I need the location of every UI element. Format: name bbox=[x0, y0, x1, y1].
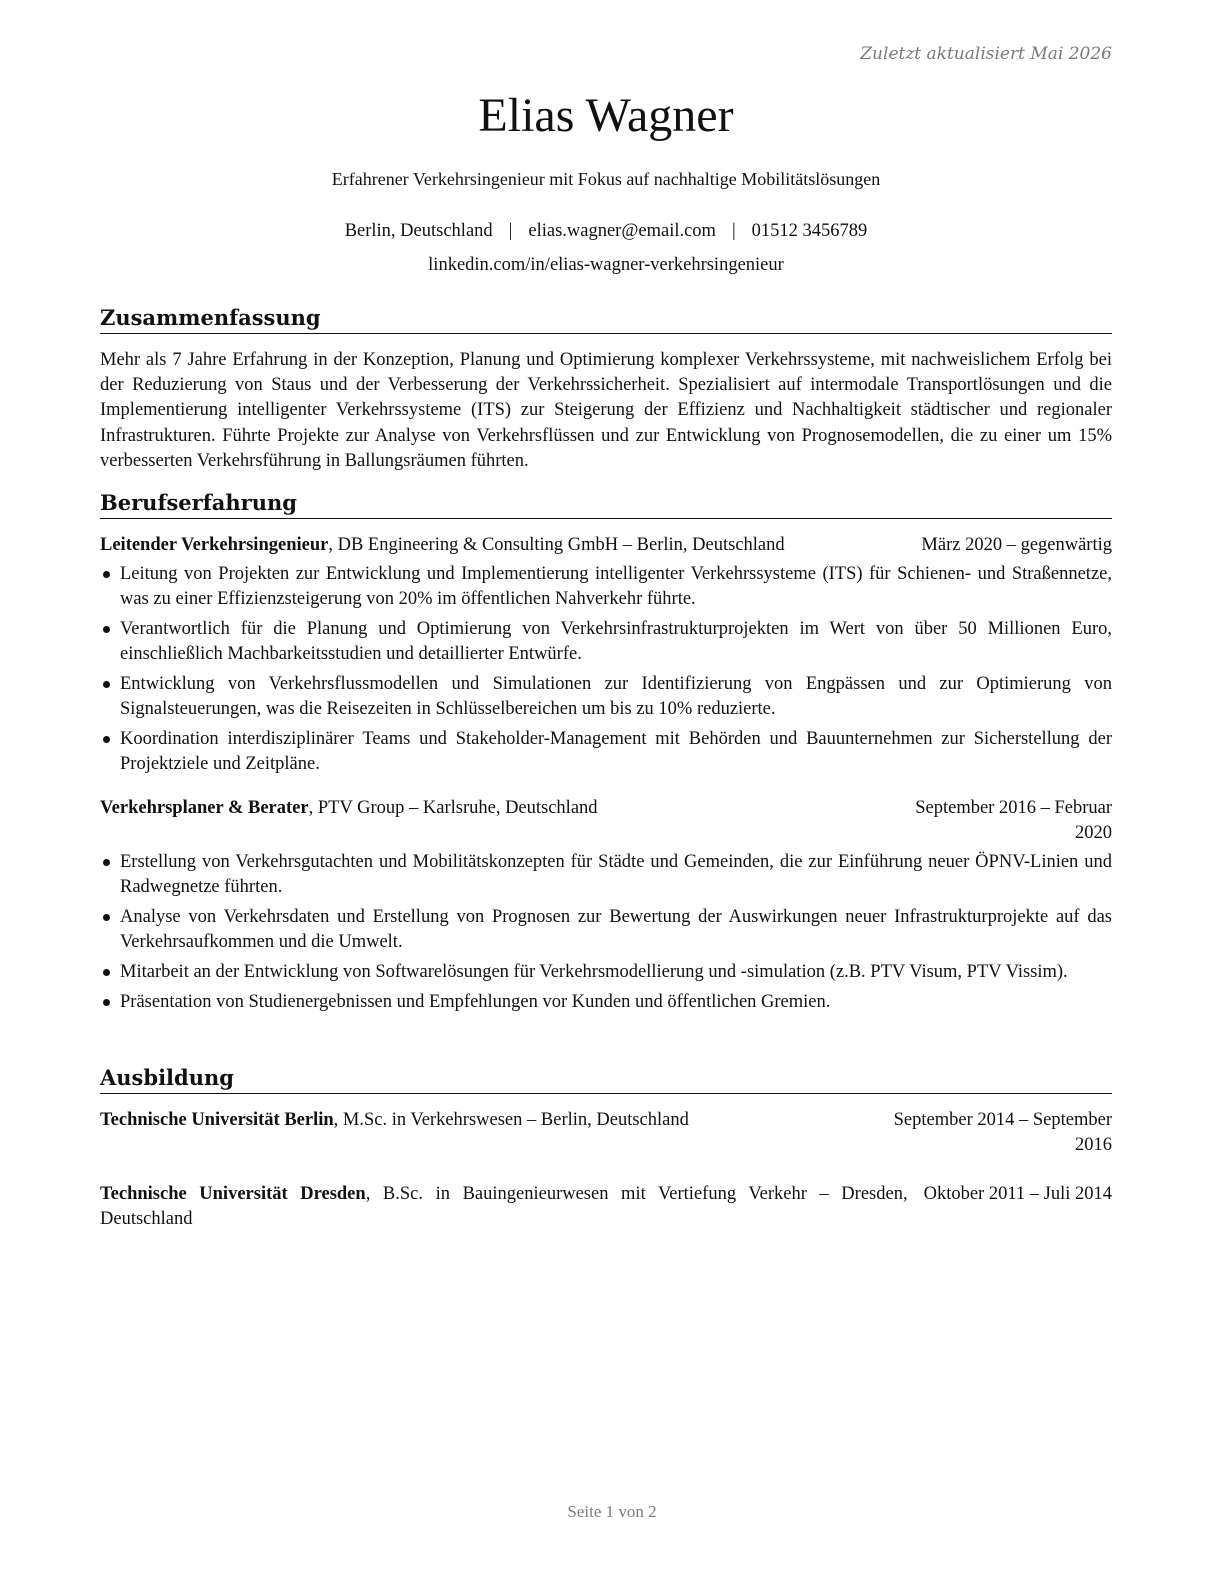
page-footer: Seite 1 von 2 bbox=[567, 1502, 657, 1521]
job-title-company bbox=[100, 796, 860, 821]
contact-line bbox=[100, 218, 1112, 244]
section-title-education: Ausbildung bbox=[100, 1064, 1112, 1094]
job-company: , PTV Group – Karlsruhe, Deutschland bbox=[308, 798, 598, 818]
experience-section bbox=[100, 489, 1112, 1020]
last-updated: Zuletzt aktualisiert Mai 2026 bbox=[860, 44, 1112, 64]
contact-phone: 01512 3456789 bbox=[751, 221, 868, 241]
bullet-icon bbox=[103, 999, 110, 1006]
job-bullet: Leitung von Projekten zur Entwicklung und Implementierung intelligenter Verkehrssysteme (ITS) für Schienen- und Straßennetze, was zu einer Effizienzsteigerung von 20% im öffentlichen Nahverkehr führte. bbox=[100, 562, 1112, 612]
job-bullet: Entwicklung von Verkehrsflussmodellen und Simulationen zur Identifizierung von Engpässen und zur Optimierung von Signalsteuerungen, was die Reisezeiten in Schlüsselbereichen um bis zu 10% reduzierte. bbox=[100, 672, 1112, 722]
tagline: Erfahrener Verkehrsingenieur mit Fokus auf nachhaltige Mobilitätslösungen bbox=[331, 169, 881, 189]
contact-linkedin[interactable]: linkedin.com/in/elias-wagner-verkehrsingenieur bbox=[428, 255, 784, 275]
job-company: , DB Engineering & Consulting GmbH – Berlin, Deutschland bbox=[328, 535, 785, 555]
contact-linkedin-line bbox=[100, 252, 1112, 278]
job-entry bbox=[100, 796, 1112, 1015]
bullet-icon bbox=[103, 914, 110, 921]
job-bullets bbox=[100, 562, 1112, 777]
summary-section bbox=[100, 304, 1112, 474]
education-degree: , B.Sc. in Bauingenieurwesen mit Vertiefung Verkehr – Dresden, Deutschland bbox=[100, 1184, 908, 1229]
education-school: Technische Universität Berlin bbox=[100, 1110, 334, 1130]
job-dates: März 2020 – gegenwärtig bbox=[921, 535, 1112, 555]
job-entry bbox=[100, 533, 1112, 777]
job-bullet: Erstellung von Verkehrsgutachten und Mobilitätskonzepten für Städte und Gemeinden, die zur Einführung neuer ÖPNV-Linien und Radwegnetze führten. bbox=[100, 850, 1112, 900]
section-title-summary: Zusammenfassung bbox=[100, 304, 1112, 334]
education-dates: Oktober 2011 – Juli 2014 bbox=[923, 1184, 1112, 1204]
job-header bbox=[100, 796, 1112, 846]
bullet-icon bbox=[103, 736, 110, 743]
education-degree: , M.Sc. in Verkehrswesen – Berlin, Deutschland bbox=[333, 1110, 689, 1130]
job-role: Leitender Verkehrsingenieur bbox=[100, 535, 329, 555]
education-section bbox=[100, 1064, 1112, 1232]
contact-location: Berlin, Deutschland bbox=[344, 221, 493, 241]
job-header bbox=[100, 533, 1112, 558]
bullet-icon bbox=[103, 859, 110, 866]
bullet-icon bbox=[103, 571, 110, 578]
contact-separator: | bbox=[731, 221, 736, 241]
bullet-icon bbox=[103, 969, 110, 976]
bullet-icon bbox=[103, 681, 110, 688]
job-dates: September 2016 – Februar 2020 bbox=[915, 798, 1112, 843]
job-bullet: Präsentation von Studienergebnissen und Empfehlungen vor Kunden und öffentlichen Gremien. bbox=[100, 990, 1112, 1015]
job-bullet: Analyse von Verkehrsdaten und Erstellung von Prognosen zur Bewertung der Auswirkungen neuer Infrastrukturprojekte auf das Verkehrsaufkommen und die Umwelt. bbox=[100, 905, 1112, 955]
job-bullet: Verantwortlich für die Planung und Optimierung von Verkehrsinfrastrukturprojekten im Wert von über 50 Millionen Euro, einschließlich Machbarkeitsstudien und detaillierter Entwürfe. bbox=[100, 617, 1112, 667]
summary-text: Mehr als 7 Jahre Erfahrung in der Konzeption, Planung und Optimierung komplexer Verkehrssysteme, mit nachweislichem Erfolg bei der Reduzierung von Staus und der Verbesserung der Verkehrssicherheit. Spezialisiert auf intermodale Transportlösungen und die Implementierung intelligenter Verkehrssysteme (ITS) zur Steigerung der Effizienz und Nachhaltigkeit städtischer und regionaler Infrastrukturen. Führte Projekte zur Analyse von Verkehrsflüssen und zur Entwicklung von Prognosemodellen, die zu einer um 15% verbesserten Verkehrsführung in Ballungsräumen führten. bbox=[100, 350, 1112, 471]
education-entry bbox=[100, 1108, 1112, 1158]
education-school: Technische Universität Dresden bbox=[100, 1184, 366, 1204]
job-bullet: Koordination interdisziplinärer Teams und Stakeholder-Management mit Behörden und Bauunternehmen zur Sicherstellung der Projektziele und Zeitpläne. bbox=[100, 727, 1112, 777]
section-title-experience: Berufserfahrung bbox=[100, 489, 1112, 519]
job-title-company bbox=[100, 533, 905, 558]
job-role: Verkehrsplaner & Berater bbox=[100, 798, 309, 818]
job-bullets bbox=[100, 850, 1112, 1015]
candidate-name: Elias Wagner bbox=[478, 89, 734, 142]
education-entry bbox=[100, 1182, 1112, 1232]
contact-separator: | bbox=[508, 221, 513, 241]
education-dates: September 2014 – September 2016 bbox=[893, 1110, 1112, 1155]
contact-email[interactable]: elias.wagner@email.com bbox=[528, 221, 716, 241]
education-school-degree bbox=[100, 1108, 860, 1133]
bullet-icon bbox=[103, 626, 110, 633]
education-school-degree bbox=[100, 1182, 908, 1232]
job-bullet: Mitarbeit an der Entwicklung von Softwarelösungen für Verkehrsmodellierung und -simulation (z.B. PTV Visum, PTV Vissim). bbox=[100, 960, 1112, 985]
